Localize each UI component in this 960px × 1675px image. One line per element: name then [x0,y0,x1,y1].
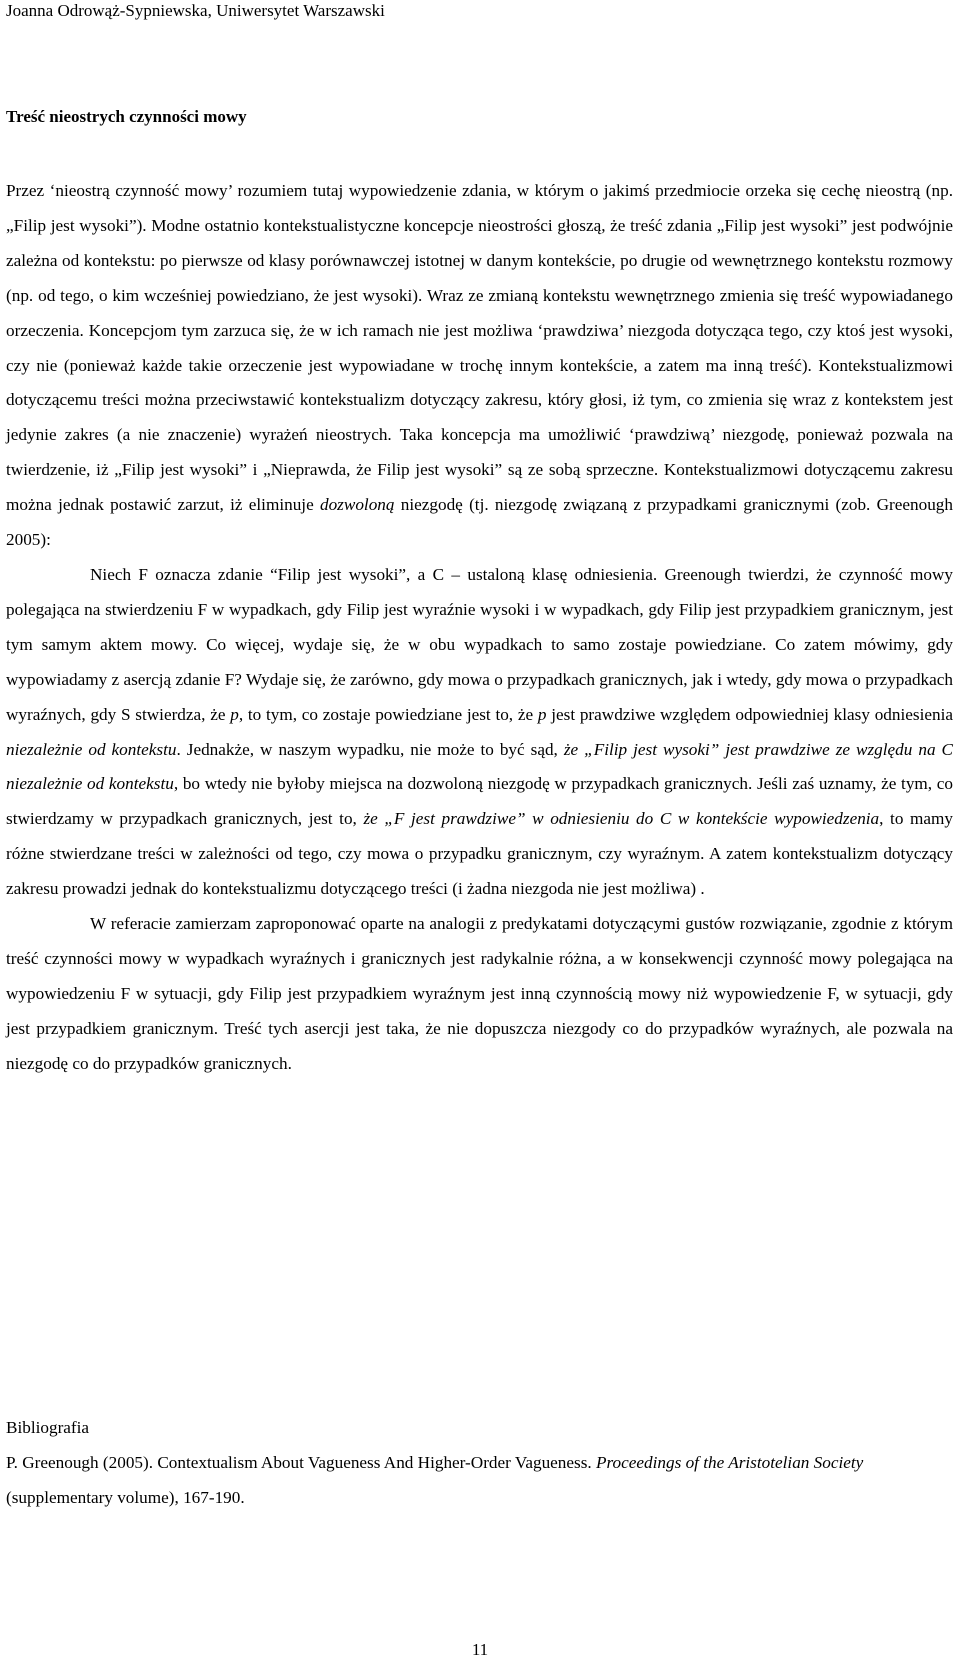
p2-text-i: , bo wtedy nie byłoby miejsca na dozwoloną niezgodę w przypadkach granicznych. Jeśli zaś uznamy, że tym, co stwierdzamy w przypadkach granicznych, jest to, [6,774,953,829]
p1-italic: dozwoloną [319,495,395,515]
p2-text-g: . Jednakże, w naszym wypadku, nie może to być sąd, [176,739,564,759]
p1-text-b: niezgodę (tj. niezgodę związaną z przypadkami granicznymi (zob. Greenough 2005): [6,495,953,550]
p2-italic-f: niezależnie od kontekstu [6,739,177,759]
p2-text-a: Niech F oznacza zdanie “Filip jest wysoki”, a C – ustaloną klasę odniesienia. Greenough twierdzi, że czynność mowy polegająca na stwierdzeniu F w wypadkach, gdy Filip jest wyraźnie wysoki i w wypadkach, gdy Filip jest przypadkiem granicznym, jest tym samym aktem mowy. Co więcej, wydaje się, że w obu wypadkach to samo zostaje powiedziane. Co zatem mówimy, gdy wypowiadamy z asercją zdanie F? Wydaje się, że zarówno, gdy mowa o przypadkach granicznych, jak i wtedy, gdy mowa o przypadkach wyraźnych, gdy S stwierdza, że [6,564,953,724]
paragraph-2 [6,558,953,907]
p2-italic-b: p [230,704,239,724]
document-body [6,174,953,1082]
p2-italic-d: p [537,704,547,724]
p2-italic-j: że „F jest prawdziwe” w odniesieniu do C w kontekście wypowiedzenia [363,809,880,829]
bibliography-heading: Bibliografia [6,1418,90,1437]
bib-entry-text-b: (supplementary volume), 167-190. [6,1488,245,1507]
paragraph-1 [6,174,953,558]
bib-entry-text-a: P. Greenough (2005). Contextualism About Vagueness And Higher-Order Vagueness. [6,1453,596,1472]
p1-text-a: Przez ‘nieostrą czynność mowy’ rozumiem tutaj wypowiedzenie zdania, w którym o jakimś przedmiocie orzeka się cechę nieostrą (np. „Filip jest wysoki”). Modne ostatnio kontekstualistyczne koncepcje nieostrości głoszą, że treść zdania „Filip jest wysoki” jest podwójnie zależna od kontekstu: po pierwsze od klasy porównawczej istotnej w danym kontekście, po drugie od wewnętrznego kontekstu rozmowy (np. od tego, o kim wcześniej powiedziano, że jest wysoki). Wraz ze zmianą kontekstu wewnętrznego zmienia się treść wypowiadanego orzeczenia. Koncepcjom tym zarzuca się, że w ich ramach nie jest możliwa ‘prawdziwa’ niezgoda dotycząca tego, czy ktoś jest wysoki, czy nie (ponieważ każde takie orzeczenie jest wypowiadane w trochę innym kontekście, a zatem ma inną treść). Kontekstualizmowi dotyczącemu treści można przeciwstawić kontekstualizm dotyczący zakresu, który głosi, iż tym, co zmienia się wraz z kontekstem jest jedynie zakres (a nie znaczenie) wyrażeń nieostrych. Taka koncepcja ma umożliwić ‘prawdziwą’ niezgodę, ponieważ pozwala na twierdzenie, iż „Filip jest wysoki” i „Nieprawda, że Filip jest wysoki” są ze sobą sprzeczne. Kontekstualizmowi dotyczącemu zakresu można jednak postawić zarzut, iż eliminuje [6,181,953,515]
p2-text-e: jest prawdziwe względem odpowiedniej klasy odniesienia [546,704,953,724]
header-author: Joanna Odrowąż-Sypniewska, Uniwersytet Warszawski [6,1,385,20]
page-number: 11 [471,1640,489,1659]
p2-italic-h: że „Filip jest wysoki” jest prawdziwe ze względu na C niezależnie od kontekstu [6,739,953,794]
section-title: Treść nieostrych czynności mowy [6,107,247,126]
paragraph-3: W referacie zamierzam zaproponować oparte na analogii z predykatami dotyczącymi gustów rozwiązanie, zgodnie z którym treść czynności mowy w wypadkach wyraźnych i granicznych jest radykalnie różna, a w konsekwencji czynność mowy polegająca na wypowiedzeniu F w sytuacji, gdy Filip jest przypadkiem wyraźnym jest inną czynnością mowy niż wypowiedzenie F, w sytuacji, gdy jest przypadkiem granicznym. Treść tych asercji jest taka, że nie dopuszcza niezgody co do przypadków wyraźnych, ale pozwala na niezgodę co do przypadków granicznych. [6,914,953,1073]
p2-text-k: , to mamy różne stwierdzane treści w zależności od tego, czy mowa o przypadku granicznym, czy wyraźnym. A zatem kontekstualizm dotyczący zakresu prowadzi jednak do kontekstualizmu dotyczącego treści (i żadna niezgoda nie jest możliwa) . [6,809,953,899]
bibliography [6,1410,953,1515]
p2-text-c: , to tym, co zostaje powiedziane jest to, że [238,704,538,724]
bibliography-entry [6,1445,953,1515]
bib-entry-journal: Proceedings of the Aristotelian Society [596,1453,864,1472]
